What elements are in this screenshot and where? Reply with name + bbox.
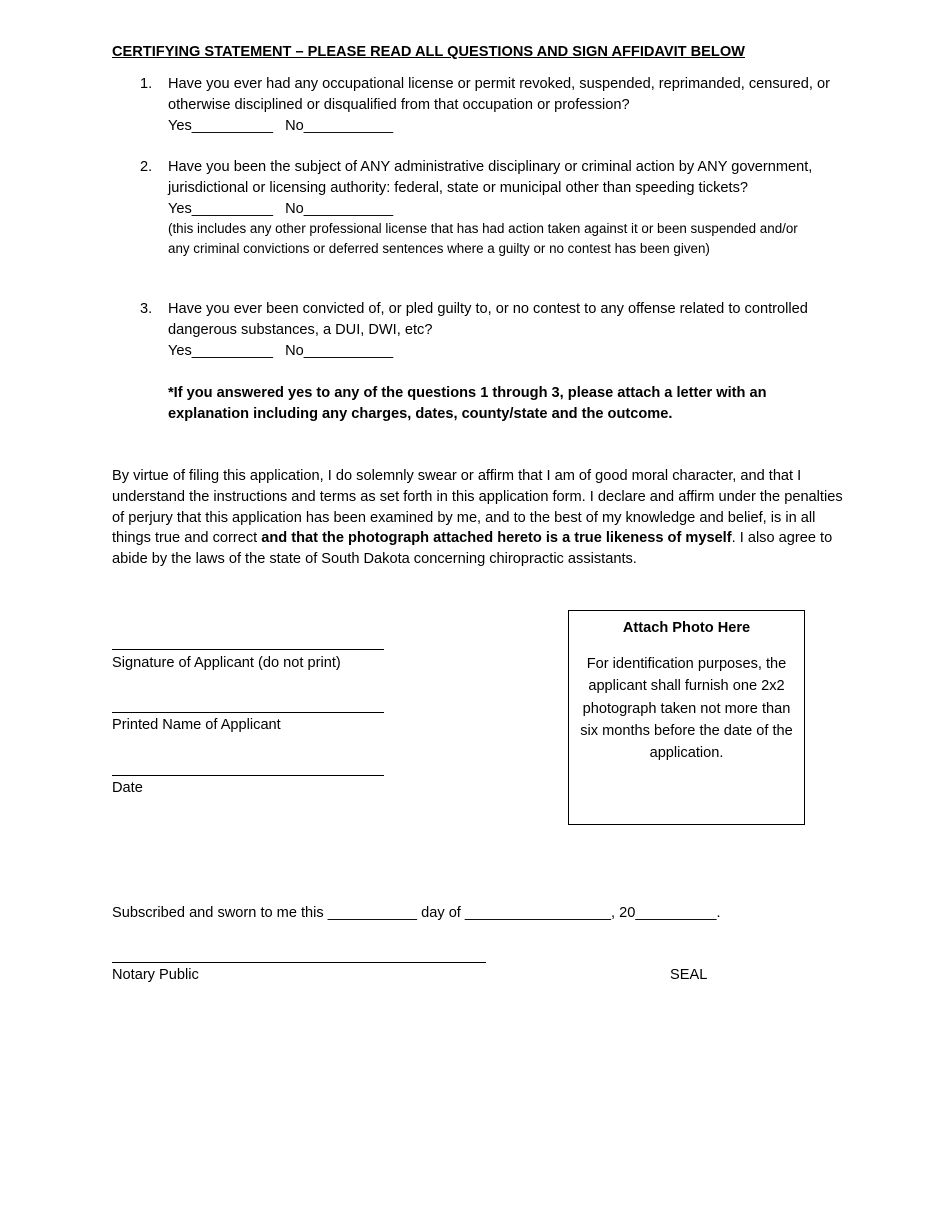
photo-box-title: Attach Photo Here xyxy=(622,620,751,636)
affidavit-text-end: . I also agree to abide by the laws of the state of South Dakota concerning chiropractic assistants. xyxy=(112,530,833,568)
photo-attachment-box[interactable] xyxy=(568,610,805,825)
question-number: 3. xyxy=(140,301,153,317)
printed-name-label: Printed Name of Applicant xyxy=(112,717,281,733)
notary-public-label: Notary Public xyxy=(112,967,199,983)
seal-label: SEAL xyxy=(670,967,708,983)
printed-name-line[interactable] xyxy=(112,712,384,713)
question-text: Have you ever had any occupational license or permit revoked, suspended, reprimanded, censured, or otherwise disciplined or disqualified from that occupation or profession? xyxy=(168,76,830,113)
signature-label: Signature of Applicant (do not print) xyxy=(112,655,341,671)
photo-box-description: For identification purposes, the applicant shall furnish one 2x2 photograph taken not more than six months before the date of the application. xyxy=(580,655,793,762)
page-title: CERTIFYING STATEMENT – PLEASE READ ALL QUESTIONS AND SIGN AFFIDAVIT BELOW xyxy=(112,44,745,60)
yes-no-answer-field[interactable]: Yes__________ No___________ xyxy=(168,117,394,134)
affidavit-text: By virtue of filing this application, I do solemnly swear or affirm that I am of good moral character, and that I understand the instructions and terms as set forth in this application form. I declare and affirm under the penalties of perjury that this application has been examined by me, and to the best of my knowledge and belief, is in all things true and correct xyxy=(112,468,843,547)
question-1 xyxy=(112,74,852,138)
sworn-statement[interactable]: Subscribed and sworn to me this ___________ day of __________________, 20__________. xyxy=(112,905,721,921)
date-line[interactable] xyxy=(112,775,384,776)
question-text: Have you been the subject of ANY administrative disciplinary or criminal action by ANY government, jurisdictional or licensing authority: federal, state or municipal other than speeding tickets? xyxy=(168,159,813,196)
affidavit-paragraph xyxy=(112,466,844,570)
question-text: Have you ever been convicted of, or pled guilty to, or no contest to any offense related to controlled dangerous substances, a DUI, DWI, etc? xyxy=(168,301,808,338)
question-number: 2. xyxy=(140,159,153,175)
signature-line[interactable] xyxy=(112,649,384,650)
yes-no-answer-field[interactable]: Yes__________ No___________ xyxy=(168,342,394,359)
affidavit-photo-likeness: and that the photograph attached hereto is a true likeness of myself xyxy=(261,530,732,547)
question-note: (this includes any other professional license that has had action taken against it or been suspended and/or any criminal convictions or deferred sentences where a guilty or no contest has been given) xyxy=(168,221,798,256)
date-label: Date xyxy=(112,780,143,796)
question-2 xyxy=(112,157,852,281)
explanation-note: *If you answered yes to any of the questions 1 through 3, please attach a letter with an explanation including any charges, dates, county/state and the outcome. xyxy=(168,385,767,422)
question-number: 1. xyxy=(140,76,153,92)
notary-signature-line[interactable] xyxy=(112,962,486,963)
question-3 xyxy=(112,299,852,363)
yes-no-answer-field[interactable]: Yes__________ No___________ xyxy=(168,200,394,217)
